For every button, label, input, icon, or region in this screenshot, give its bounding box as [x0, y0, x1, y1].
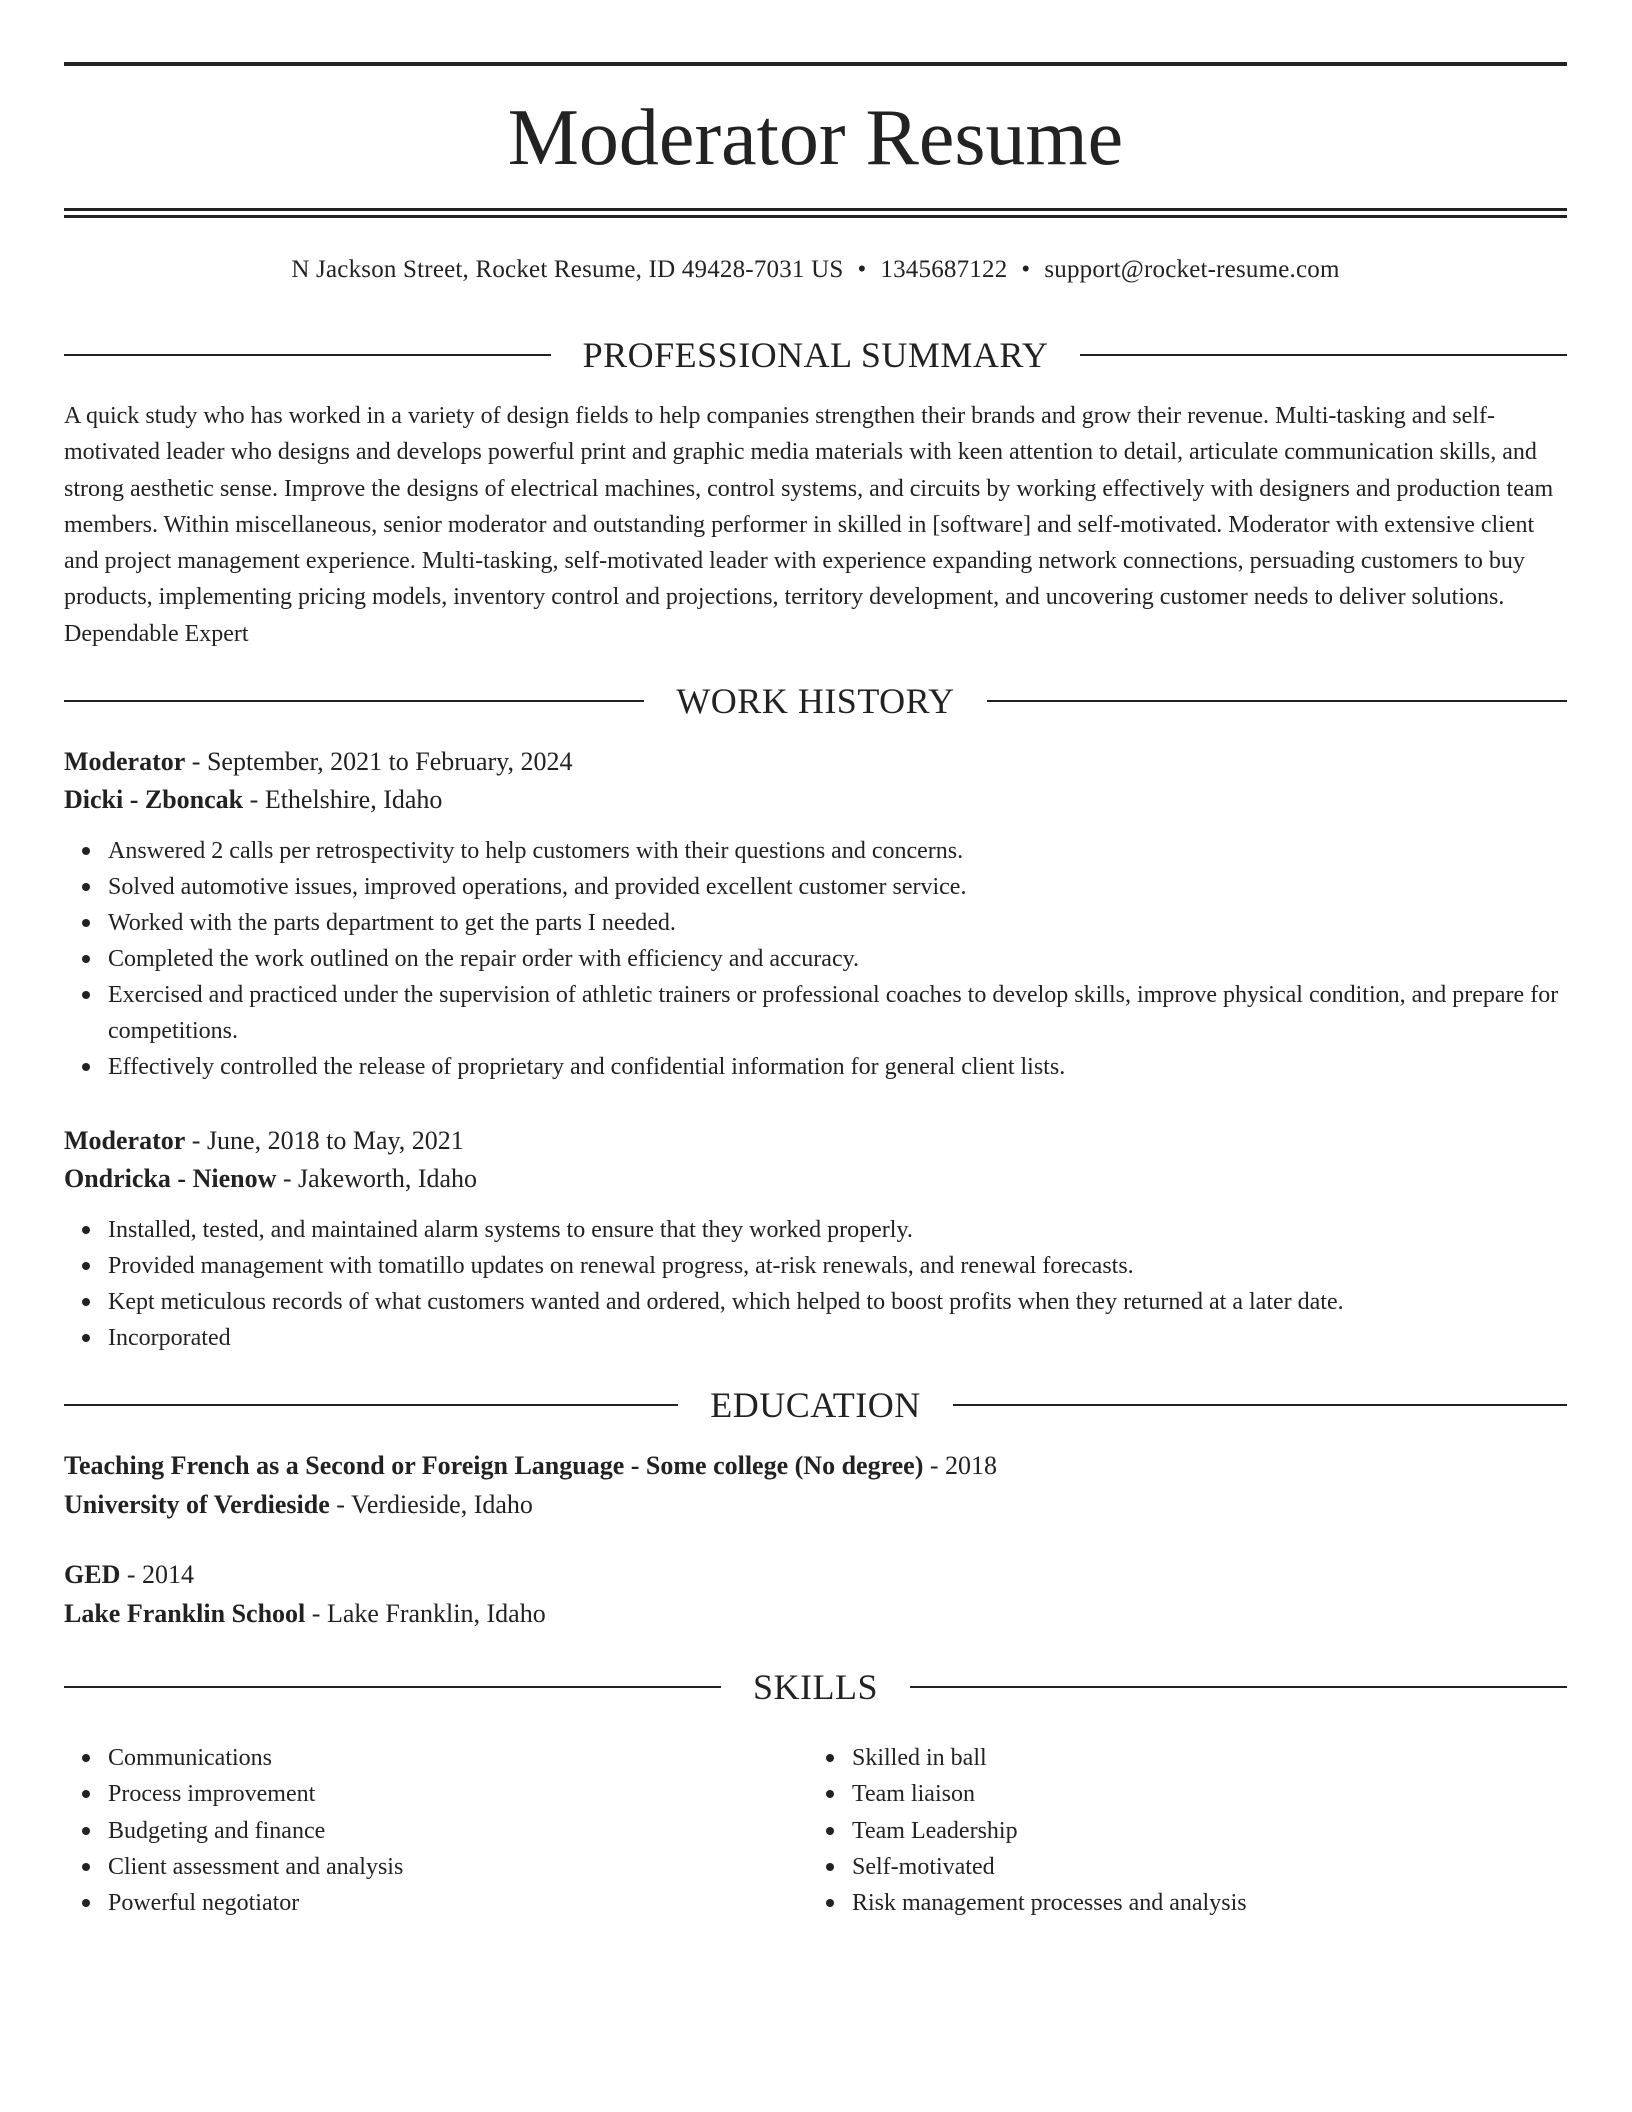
list-item: Installed, tested, and maintained alarm systems to ensure that they worked properly.	[108, 1212, 1567, 1248]
job-bullets	[64, 833, 1567, 1085]
skill-item: Budgeting and finance	[108, 1813, 808, 1849]
education-school: Lake Franklin School	[64, 1599, 306, 1628]
section-rule-right	[953, 1404, 1567, 1406]
section-rule-left	[64, 1686, 721, 1688]
job-company: Dicki - Zboncak	[64, 785, 244, 814]
education-location: - Verdieside, Idaho	[329, 1490, 533, 1519]
job-title-line	[64, 1122, 1567, 1160]
contact-phone: 1345687122	[880, 256, 1008, 283]
section-title-summary: PROFESSIONAL SUMMARY	[582, 335, 1049, 375]
education-school-line	[64, 1486, 1567, 1524]
section-rule-right	[987, 700, 1567, 702]
skill-item: Client assessment and analysis	[108, 1849, 808, 1885]
section-rule-left	[64, 354, 551, 356]
job-entry	[64, 1122, 1567, 1356]
list-item: Exercised and practiced under the supervision of athletic trainers or professional coaches to develop skills, improve physical condition, and prepare for competitions.	[108, 977, 1567, 1049]
skills-list	[64, 1740, 1567, 1921]
education-degree-line	[64, 1556, 1567, 1594]
contact-line	[64, 253, 1567, 287]
list-item: Provided management with tomatillo updates on renewal progress, at-risk renewals, and renewal forecasts.	[108, 1248, 1567, 1284]
education-location: - Lake Franklin, Idaho	[305, 1599, 546, 1628]
list-item: Answered 2 calls per retrospectivity to help customers with their questions and concerns.	[108, 833, 1567, 869]
education-year: - 2014	[120, 1560, 195, 1589]
education-degree: Teaching French as a Second or Foreign Language - Some college (No degree)	[64, 1451, 924, 1480]
job-bullets	[64, 1212, 1567, 1356]
resume-title: Moderator Resume	[507, 94, 1124, 182]
contact-email: support@rocket-resume.com	[1044, 256, 1340, 283]
skill-item: Process improvement	[108, 1776, 808, 1812]
section-header-skills	[64, 1665, 1567, 1709]
summary-text: A quick study who has worked in a variety of design fields to help companies strengthen their brands and grow their revenue. Multi-tasking and self-motivated leader who designs and develops powerful print and graphic media materials with keen attention to detail, articulate communication skills, and strong aesthetic sense. Improve the designs of electrical machines, control systems, and circuits by working effectively with designers and production team members. Within miscellaneous, senior moderator and outstanding performer in skilled in [software] and self-motivated. Moderator with extensive client and project management experience. Multi-tasking, self-motivated leader with experience expanding network connections, persuading customers to buy products, implementing pricing models, inventory control and projections, territory development, and uncovering customer needs to deliver solutions. Dependable Expert	[64, 403, 1554, 647]
list-item: Incorporated	[108, 1320, 1567, 1356]
contact-separator: •	[1021, 256, 1031, 283]
job-location: - Jakeworth, Idaho	[276, 1164, 478, 1193]
job-dates: - June, 2018 to May, 2021	[185, 1126, 464, 1155]
section-rule-left	[64, 700, 644, 702]
job-entry	[64, 743, 1567, 1085]
section-title-education: EDUCATION	[710, 1385, 921, 1425]
section-rule-right	[910, 1686, 1567, 1688]
job-company-line	[64, 1160, 1567, 1198]
job-title-line	[64, 743, 1567, 781]
education-school: University of Verdieside	[64, 1490, 330, 1519]
skill-item: Risk management processes and analysis	[852, 1885, 1552, 1921]
list-item: Effectively controlled the release of proprietary and confidential information for general client lists.	[108, 1049, 1567, 1085]
contact-address: N Jackson Street, Rocket Resume, ID 49428-7031 US	[291, 256, 844, 283]
section-title-work: WORK HISTORY	[676, 681, 955, 721]
job-location: - Ethelshire, Idaho	[243, 785, 443, 814]
education-entry	[64, 1447, 1567, 1524]
job-company-line	[64, 781, 1567, 819]
education-degree: GED	[64, 1560, 121, 1589]
job-company: Ondricka - Nienow	[64, 1164, 277, 1193]
skills-column-right	[808, 1740, 1552, 1921]
section-header-summary	[64, 333, 1567, 377]
job-title: Moderator	[64, 1126, 186, 1155]
education-entry	[64, 1556, 1567, 1633]
skill-item: Skilled in ball	[852, 1740, 1552, 1776]
job-dates: - September, 2021 to February, 2024	[185, 747, 573, 776]
section-header-work	[64, 679, 1567, 723]
section-rule-left	[64, 1404, 678, 1406]
section-header-education	[64, 1383, 1567, 1427]
section-rule-right	[1080, 354, 1567, 356]
skill-item: Powerful negotiator	[108, 1885, 808, 1921]
list-item: Worked with the parts department to get the parts I needed.	[108, 905, 1567, 941]
job-title: Moderator	[64, 747, 186, 776]
section-title-skills: SKILLS	[753, 1667, 879, 1707]
education-year: - 2018	[923, 1451, 998, 1480]
skill-item: Team liaison	[852, 1776, 1552, 1812]
skill-item: Communications	[108, 1740, 808, 1776]
list-item: Solved automotive issues, improved operations, and provided excellent customer service.	[108, 869, 1567, 905]
contact-separator: •	[857, 256, 867, 283]
skills-column-left	[64, 1740, 808, 1921]
double-rule	[64, 208, 1567, 218]
skill-item: Self-motivated	[852, 1849, 1552, 1885]
education-school-line	[64, 1595, 1567, 1633]
list-item: Completed the work outlined on the repair order with efficiency and accuracy.	[108, 941, 1567, 977]
education-degree-line	[64, 1447, 1567, 1485]
skill-item: Team Leadership	[852, 1813, 1552, 1849]
list-item: Kept meticulous records of what customers wanted and ordered, which helped to boost profits when they returned at a later date.	[108, 1284, 1567, 1320]
top-rule	[64, 62, 1567, 66]
